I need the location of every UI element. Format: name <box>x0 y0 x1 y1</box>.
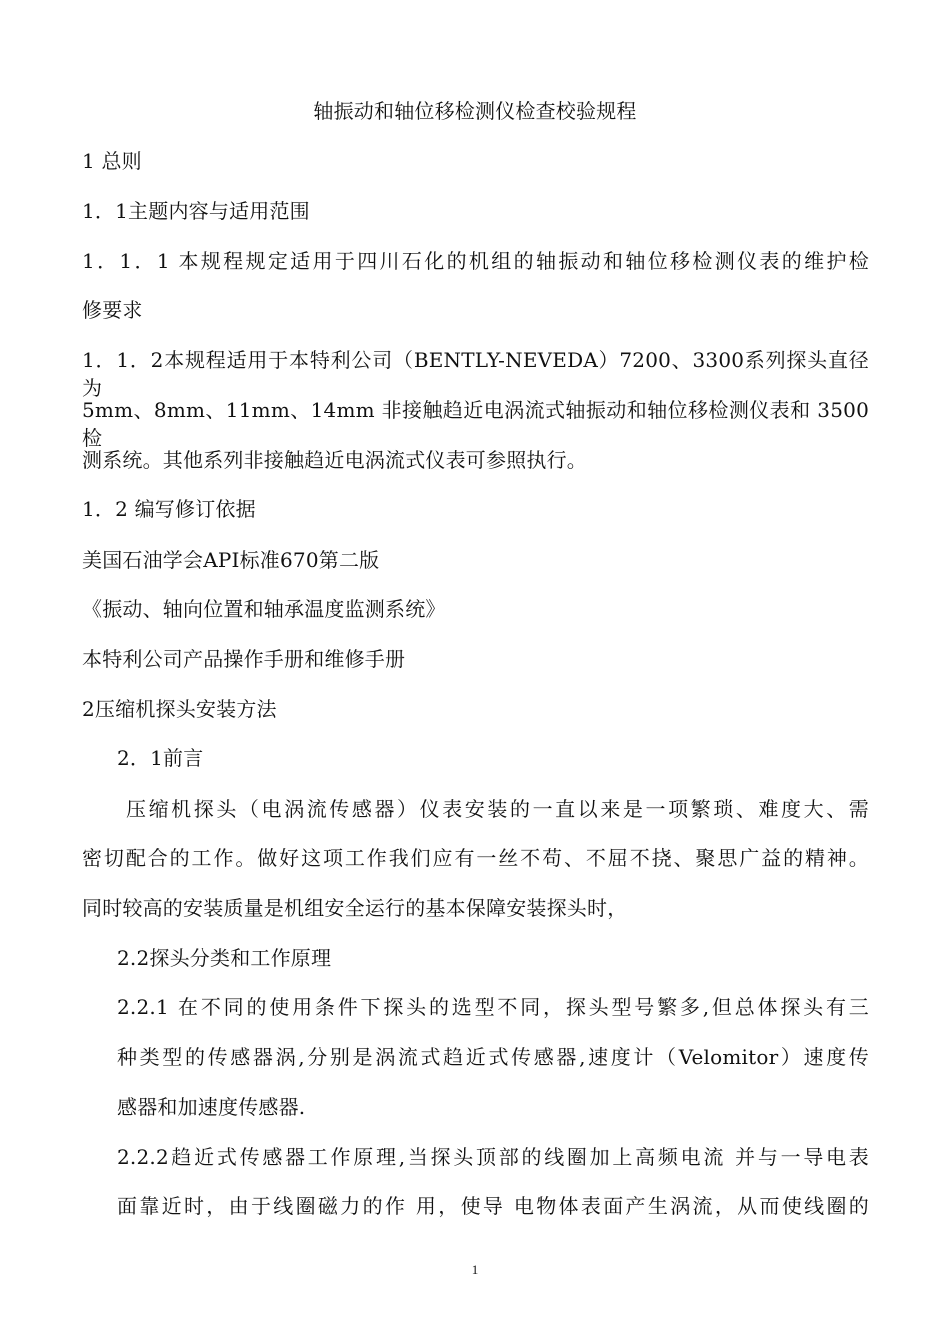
paragraph-line: 测系统。其他系列非接触趋近电涡流式仪表可参照执行。 <box>82 448 587 472</box>
paragraph-line: 密切配合的工作。做好这项工作我们应有一丝不苟、不屈不挠、聚思广益的精神。 <box>82 846 869 870</box>
reference-line: 《振动、轴向位置和轴承温度监测系统》 <box>82 597 446 621</box>
paragraph-line: 5mm、8mm、11mm、14mm 非接触趋近电涡流式轴振动和轴位移检测仪表和 3500 检 <box>82 398 869 450</box>
paragraph-line: 种类型的传感器涡,分别是涡流式趋近式传感器,速度计（Velomitor）速度传 <box>117 1045 869 1069</box>
paragraph-line: 修要求 <box>82 298 143 322</box>
page-number: 1 <box>471 1262 479 1277</box>
subsection-heading-2-1: 2．1前言 <box>117 746 204 770</box>
paragraph-line: 压缩机探头（电涡流传感器）仪表安装的一直以来是一项繁琐、难度大、需 <box>126 797 869 821</box>
paragraph-line: 1．1．2本规程适用于本特利公司（BENTLY-NEVEDA）7200、3300系列探头直径为 <box>82 348 869 400</box>
paragraph-line: 1．1．1 本规程规定适用于四川石化的机组的轴振动和轴位移检测仪表的维护检 <box>82 249 869 273</box>
subsection-heading-1-2: 1．2 编写修订依据 <box>82 497 256 521</box>
subsection-heading-1-1: 1．1主题内容与适用范围 <box>82 199 310 223</box>
section-heading-1: 1 总则 <box>82 149 142 173</box>
paragraph-line: 感器和加速度传感器. <box>117 1095 306 1119</box>
reference-line: 美国石油学会API标准670第二版 <box>82 548 380 572</box>
paragraph-line: 同时较高的安装质量是机组安全运行的基本保障安装探头时， <box>82 896 628 920</box>
paragraph-line: 2.2.1 在不同的使用条件下探头的选型不同，探头型号繁多,但总体探头有三 <box>117 995 869 1019</box>
paragraph-line: 面靠近时，由于线圈磁力的作 用，使导 电物体表面产生涡流，从而使线圈的 <box>117 1194 869 1218</box>
document-title: 轴振动和轴位移检测仪检查校验规程 <box>313 99 637 123</box>
paragraph-line: 2.2.2趋近式传感器工作原理,当探头顶部的线圈加上高频电流 并与一导电表 <box>117 1145 869 1169</box>
section-heading-2: 2压缩机探头安装方法 <box>82 697 277 721</box>
subsection-heading-2-2: 2.2探头分类和工作原理 <box>117 946 332 970</box>
reference-line: 本特利公司产品操作手册和维修手册 <box>82 647 406 671</box>
